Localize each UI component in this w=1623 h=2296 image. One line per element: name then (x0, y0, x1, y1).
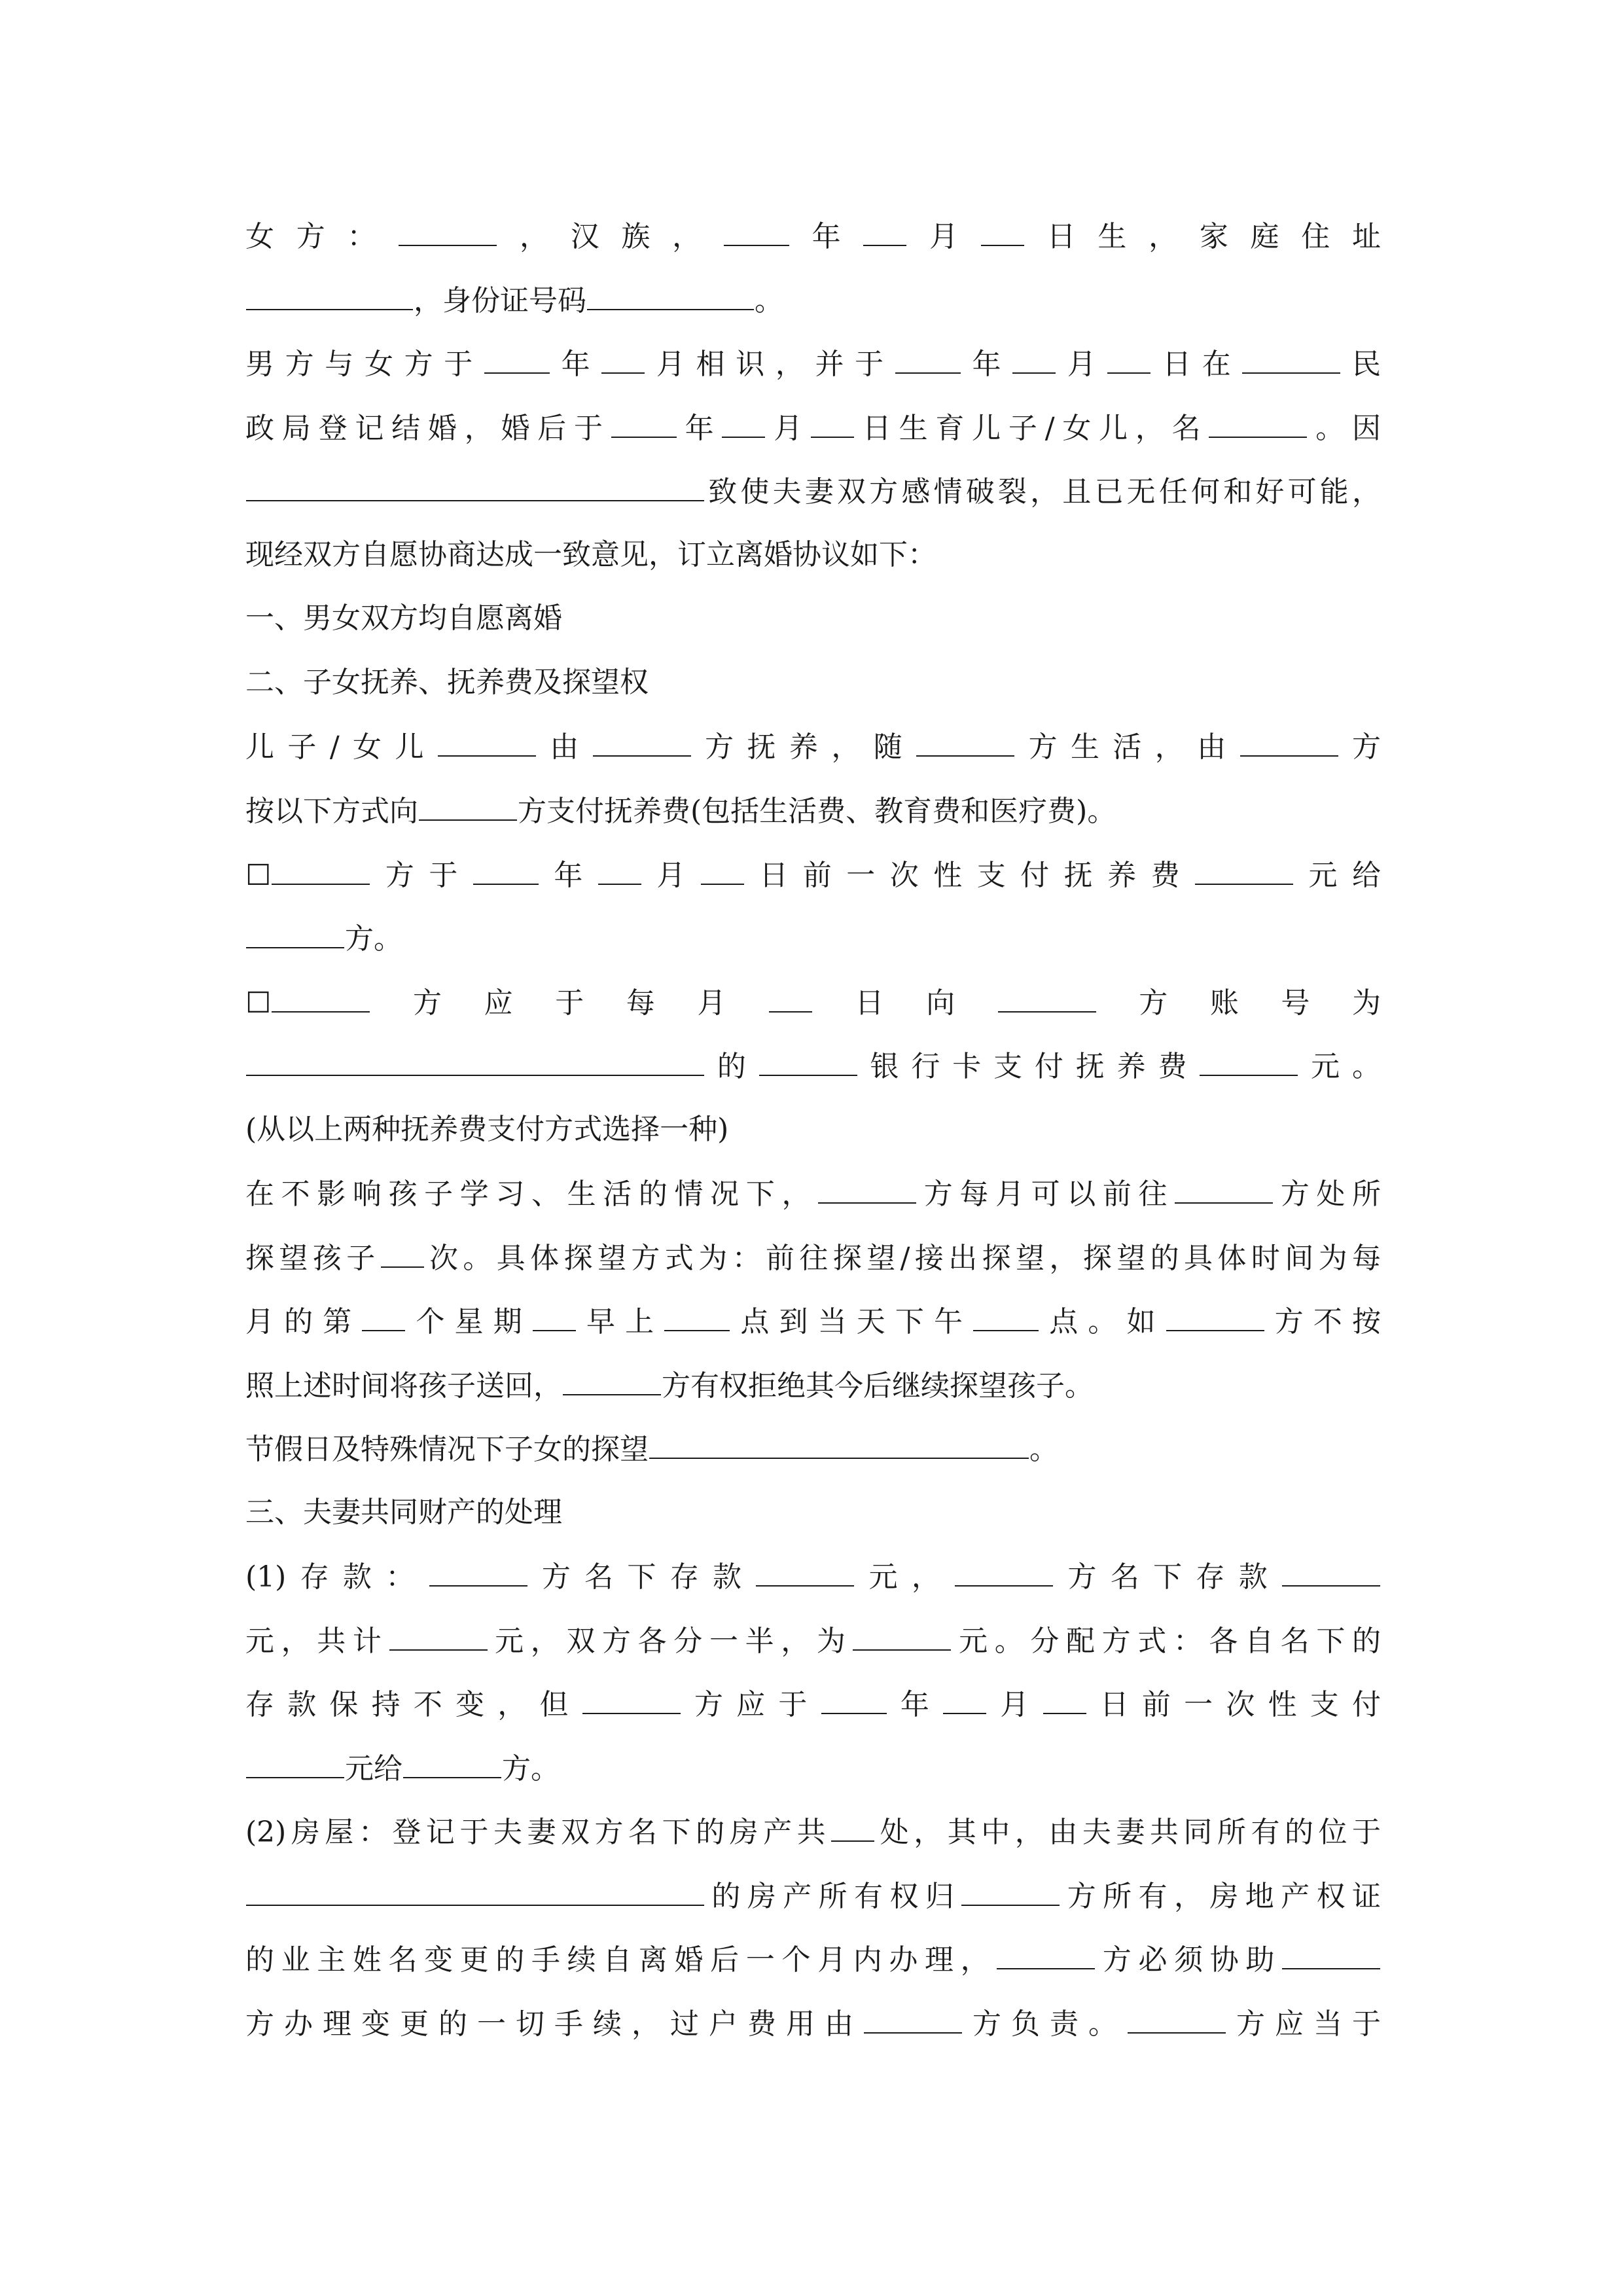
fill-in-blank[interactable] (272, 982, 370, 1013)
line-text: 年 (550, 348, 601, 381)
document-line (245, 1429, 1381, 1468)
document-line (245, 1238, 1381, 1277)
line-text: 方名下存款 (1054, 1560, 1282, 1594)
line-text: 月相识，并于 (645, 348, 895, 381)
fill-in-blank[interactable] (246, 280, 413, 310)
document-line (245, 791, 1381, 830)
document-line (245, 1301, 1381, 1340)
fill-in-blank[interactable] (593, 726, 691, 757)
fill-in-blank[interactable] (246, 918, 344, 948)
line-text: 早上 (576, 1305, 664, 1338)
fill-in-blank[interactable] (484, 344, 550, 374)
line-text: 现经双方自愿协商达成一致意见，订立离婚协议如下： (245, 538, 936, 571)
line-text: 方账号为 (1096, 986, 1382, 1020)
line-text: 元。分配方式：各自名下的 (952, 1624, 1382, 1658)
line-text: 方应于 (681, 1688, 821, 1721)
fill-in-blank[interactable] (895, 344, 961, 374)
line-text: 政局登记结婚，婚后于 (245, 412, 611, 445)
fill-in-blank[interactable] (1242, 344, 1340, 374)
line-text: 日向 (812, 986, 997, 1020)
line-text: 方处所 (1274, 1177, 1382, 1211)
line-text: 点到当天下午 (730, 1305, 973, 1338)
fill-in-blank[interactable] (1195, 855, 1293, 885)
line-text: 年 (789, 220, 863, 253)
line-text: 方支付抚养费(包括生活费、教育费和医疗费)。 (518, 795, 1116, 828)
line-text: 方所有，房地产权证 (1060, 1880, 1382, 1913)
line-text: 按以下方式向 (245, 795, 418, 828)
line-text: 女方： (245, 220, 399, 253)
fill-in-blank[interactable] (246, 471, 704, 501)
line-text: 儿子/女儿 (245, 730, 437, 764)
fill-in-blank[interactable] (1282, 1556, 1380, 1587)
document-line (245, 216, 1381, 255)
fill-in-blank[interactable] (246, 1046, 704, 1076)
line-text: 方每月可以前往 (917, 1177, 1175, 1211)
line-text: 方应当于 (1226, 2007, 1381, 2041)
line-text: 存款保持不变，但 (245, 1688, 582, 1721)
fill-in-blank[interactable] (998, 982, 1096, 1013)
line-text: 方有权拒绝其今后继续探望孩子。 (662, 1369, 1094, 1403)
line-text: 的业主姓名变更的手续自离婚后一个月内办理， (245, 1943, 997, 1977)
fill-in-blank[interactable] (1240, 726, 1338, 757)
document-line (245, 982, 1381, 1022)
line-text: 一、男女双方均自愿离婚 (245, 601, 562, 635)
fill-in-blank[interactable] (1200, 1046, 1298, 1076)
line-text: 男方与女方于 (245, 348, 484, 381)
fill-in-blank[interactable] (1175, 1174, 1273, 1204)
line-text: 月的第 (245, 1305, 362, 1338)
fill-in-blank[interactable] (403, 1748, 501, 1778)
document-line (245, 1110, 1381, 1149)
fill-in-blank[interactable] (722, 408, 765, 438)
line-text: 在不影响孩子学习、生活的情况下， (245, 1177, 818, 1211)
document-line (245, 471, 1381, 511)
line-text: 年 (539, 859, 597, 892)
fill-in-blank[interactable] (821, 1684, 887, 1714)
fill-in-blank[interactable] (701, 855, 744, 885)
line-text: 方生活，由 (1015, 730, 1240, 764)
line-text: 照上述时间将孩子送回， (245, 1369, 562, 1403)
line-text: 次。具体探望方式为：前往探望/接出探望，探望的具体时间为每 (424, 1242, 1382, 1275)
line-text: 二、子女抚养、抚养费及探望权 (245, 666, 649, 699)
fill-in-blank[interactable] (724, 216, 789, 246)
fill-in-blank[interactable] (759, 1046, 857, 1076)
line-text: 方 (1338, 730, 1382, 764)
fill-in-blank[interactable] (611, 408, 677, 438)
line-text: (从以上两种抚养费支付方式选择一种) (245, 1113, 729, 1146)
line-text: 节假日及特殊情况下子女的探望 (245, 1433, 649, 1466)
fill-in-blank[interactable] (997, 1939, 1095, 1969)
fill-in-blank[interactable] (582, 1684, 681, 1714)
fill-in-blank[interactable] (381, 1238, 424, 1268)
checkbox-icon[interactable]: ☐ (245, 859, 272, 892)
line-text: 银行卡支付抚养费 (857, 1050, 1200, 1083)
line-text: 月 (987, 1688, 1043, 1721)
document-line (245, 535, 1381, 575)
line-text: 年 (961, 348, 1012, 381)
fill-in-blank[interactable] (438, 726, 536, 757)
fill-in-blank[interactable] (955, 1556, 1053, 1587)
line-text: 日前一次性支付抚养费 (744, 859, 1195, 892)
line-text: 方。 (502, 1752, 560, 1785)
line-text: 方必须协助 (1096, 1943, 1282, 1977)
line-text: 方应于每月 (370, 986, 768, 1020)
line-text: 方负责。 (963, 2007, 1127, 2041)
document-line (245, 2003, 1381, 2043)
line-text: 点。如 (1039, 1305, 1166, 1338)
line-text: 方。 (345, 922, 402, 956)
document-line (245, 1876, 1381, 1915)
line-text: ，身份证号码 (414, 284, 586, 317)
line-text: 民 (1341, 348, 1382, 381)
document-line (245, 1684, 1381, 1723)
line-text: 月 (907, 220, 980, 253)
fill-in-blank[interactable] (916, 726, 1014, 757)
fill-in-blank[interactable] (1128, 2003, 1226, 2034)
fill-in-blank[interactable] (864, 2003, 962, 2034)
line-text: 的房产所有权归 (705, 1880, 961, 1913)
fill-in-blank[interactable] (1043, 1684, 1086, 1714)
fill-in-blank[interactable] (1012, 344, 1056, 374)
line-text: 。 (755, 284, 783, 317)
document-line (245, 918, 1381, 958)
line-text: 。 (1029, 1433, 1058, 1466)
fill-in-blank[interactable] (473, 855, 539, 885)
line-text: 日生，家庭住址 (1024, 220, 1382, 253)
line-text: 由 (536, 730, 592, 764)
fill-in-blank[interactable] (961, 1876, 1060, 1906)
fill-in-blank[interactable] (389, 1621, 488, 1651)
fill-in-blank[interactable] (246, 1876, 704, 1906)
document-line (245, 408, 1381, 447)
line-text: 月 (1056, 348, 1107, 381)
document-line (245, 1939, 1381, 1979)
line-text: 元。 (1298, 1050, 1382, 1083)
fill-in-blank[interactable] (853, 1621, 951, 1651)
checkbox-icon[interactable]: ☐ (245, 986, 272, 1020)
fill-in-blank[interactable] (246, 1748, 344, 1778)
fill-in-blank[interactable] (1209, 408, 1307, 438)
document-line (245, 1493, 1381, 1532)
line-text: 月 (766, 412, 810, 445)
document-line (245, 1621, 1381, 1660)
fill-in-blank[interactable] (533, 1301, 576, 1331)
document-line (245, 599, 1381, 638)
fill-in-blank[interactable] (601, 344, 645, 374)
line-text: 方名下存款 (527, 1560, 756, 1594)
line-text: ，汉族， (497, 220, 723, 253)
line-text: (1)存款： (245, 1560, 429, 1594)
line-text: 探望孩子 (245, 1242, 380, 1275)
line-text: 方不按 (1264, 1305, 1381, 1338)
document-line (245, 1046, 1381, 1085)
fill-in-blank[interactable] (429, 1556, 527, 1587)
line-text: 方于 (370, 859, 473, 892)
document-line (245, 344, 1381, 383)
line-text: 个星期 (406, 1305, 532, 1338)
line-text: 元，双方各分一半，为 (488, 1624, 853, 1658)
line-text: 致使夫妻双方感情破裂，且已无任何和好可能， (705, 475, 1381, 509)
line-text: 年 (677, 412, 722, 445)
line-text: 三、夫妻共同财产的处理 (245, 1496, 562, 1529)
document-line (245, 280, 1381, 319)
line-text: 元给 (345, 1752, 402, 1785)
line-text: 日前一次性支付 (1086, 1688, 1382, 1721)
fill-in-blank[interactable] (598, 855, 641, 885)
fill-in-blank[interactable] (811, 408, 854, 438)
fill-in-blank[interactable] (831, 1812, 874, 1842)
fill-in-blank[interactable] (664, 1301, 730, 1331)
document-line (245, 663, 1381, 702)
fill-in-blank[interactable] (563, 1365, 661, 1395)
fill-in-blank[interactable] (1166, 1301, 1264, 1331)
line-text: 日在 (1151, 348, 1242, 381)
line-text: 年 (887, 1688, 943, 1721)
line-text: 处，其中，由夫妻共同所有的位于 (875, 1816, 1382, 1849)
line-text: 元，共计 (245, 1624, 389, 1658)
line-text: (2)房屋：登记于夫妻双方名下的房产共 (245, 1816, 831, 1849)
fill-in-blank[interactable] (587, 280, 754, 310)
fill-in-blank[interactable] (943, 1684, 986, 1714)
fill-in-blank[interactable] (362, 1301, 405, 1331)
line-text: 的 (705, 1050, 758, 1083)
fill-in-blank[interactable] (973, 1301, 1039, 1331)
line-text: 月 (641, 859, 700, 892)
line-text: 日生育儿子/女儿，名 (855, 412, 1209, 445)
document-line (245, 1556, 1381, 1596)
fill-in-blank[interactable] (769, 982, 812, 1013)
document-line (245, 855, 1381, 894)
fill-in-blank[interactable] (818, 1174, 916, 1204)
fill-in-blank[interactable] (419, 791, 517, 821)
document-line (245, 1748, 1381, 1787)
fill-in-blank[interactable] (981, 216, 1024, 246)
fill-in-blank[interactable] (863, 216, 906, 246)
line-text: 。因 (1308, 412, 1382, 445)
fill-in-blank[interactable] (1282, 1939, 1380, 1969)
document-line (245, 1365, 1381, 1405)
line-text: 方办理变更的一切手续，过户费用由 (245, 2007, 863, 2041)
document-line (245, 1174, 1381, 1213)
line-text: 元给 (1294, 859, 1382, 892)
fill-in-blank[interactable] (272, 855, 370, 885)
fill-in-blank[interactable] (649, 1429, 1029, 1459)
fill-in-blank[interactable] (756, 1556, 854, 1587)
line-text: 方抚养，随 (691, 730, 916, 764)
fill-in-blank[interactable] (399, 216, 497, 246)
fill-in-blank[interactable] (1107, 344, 1150, 374)
document-line (245, 1812, 1381, 1851)
line-text: 元， (855, 1560, 955, 1594)
document-line (245, 726, 1381, 766)
